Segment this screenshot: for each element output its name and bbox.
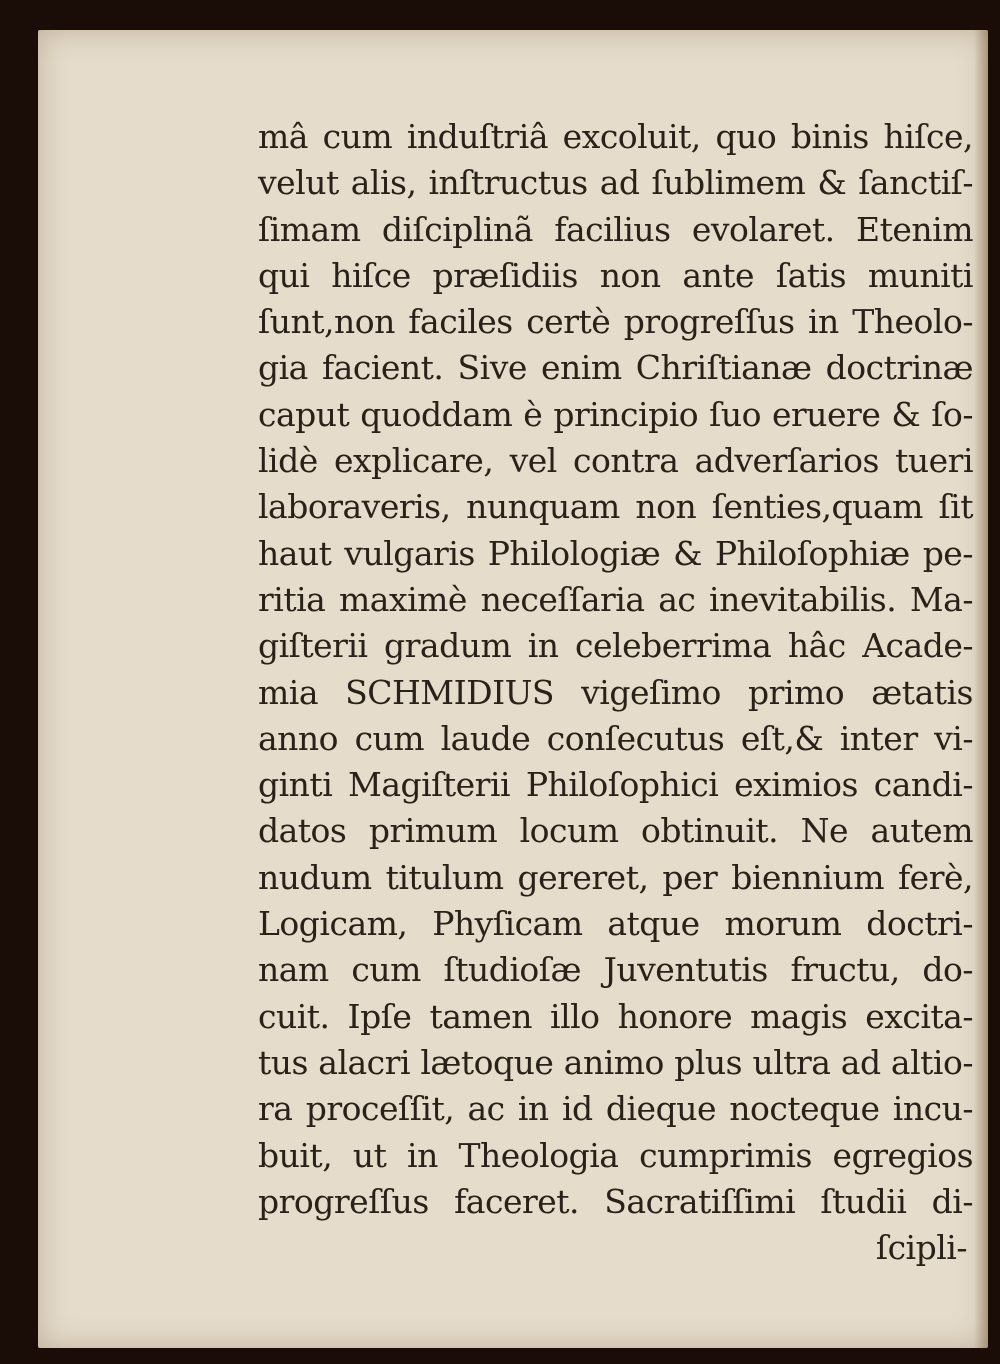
text-line: ritia maximè neceſſaria ac inevitabilis. Ma- (258, 579, 973, 619)
text-line: giſterii gradum in celeberrima hâc Acade- (258, 626, 973, 666)
text-line: haut vulgaris Philologiæ & Philoſophiæ pe- (258, 533, 973, 573)
text-line: gia facient. Sive enim Chriſtianæ doctrinæ (258, 348, 973, 388)
catchword: ſcipli- (875, 1228, 967, 1268)
text-line: lidè explicare, vel contra adverſarios tueri (258, 441, 973, 481)
text-line: mâ cum induſtriâ excoluit, quo binis hiſce, (258, 117, 973, 156)
text-line: anno cum laude conſecutus eſt,& inter vi- (258, 718, 973, 758)
text-line: ſunt,non faciles certè progreſſus in Theolo- (258, 302, 973, 342)
text-line: qui hiſce præſidiis non ante ſatis muniti (258, 255, 973, 295)
text-line: progreſſus faceret. Sacratiſſimi ſtudii di- (258, 1181, 973, 1221)
text-line: mia SCHMIDIUS vigeſimo primo ætatis (258, 672, 973, 712)
text-line: cuit. Ipſe tamen illo honore magis excita- (258, 996, 973, 1036)
book-page (38, 30, 988, 1348)
page-edge-shadow (974, 30, 988, 1348)
text-line: caput quoddam è principio ſuo eruere & ſo- (258, 394, 973, 434)
text-line: buit, ut in Theologia cumprimis egregios (258, 1135, 973, 1175)
text-line: Logicam, Phyſicam atque morum doctri- (258, 904, 973, 944)
text-line: ſimam diſciplinã facilius evolaret. Etenim (258, 209, 973, 249)
text-line: ginti Magiſterii Philoſophici eximios candi- (258, 765, 973, 805)
text-line: laboraveris, nunquam non ſenties,quam ſit (258, 487, 973, 527)
text-line: tus alacri lætoque animo plus ultra ad altio- (258, 1042, 973, 1082)
text-line: datos primum locum obtinuit. Ne autem (258, 811, 973, 851)
text-line: velut alis, inſtructus ad ſublimem & ſanctiſ- (258, 163, 973, 203)
body-text (258, 114, 973, 1271)
text-line: nudum titulum gereret, per biennium ferè, (258, 857, 973, 897)
text-line: ra proceſſit, ac in id dieque nocteque incu- (258, 1089, 973, 1129)
text-line: nam cum ſtudioſæ Juventutis fructu, do- (258, 950, 973, 990)
